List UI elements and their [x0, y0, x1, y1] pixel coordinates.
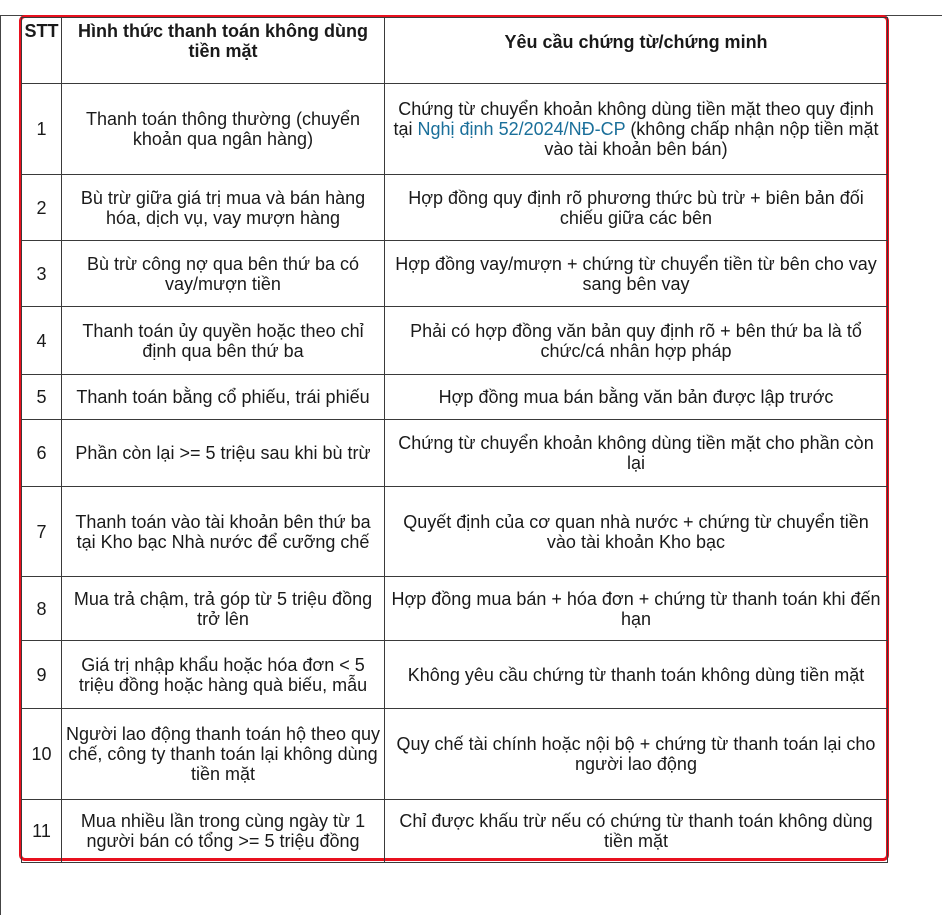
- row-stt: 8: [22, 577, 62, 641]
- row-requirement: [385, 84, 888, 175]
- table-row: [22, 175, 888, 241]
- header-requirement: Yêu cầu chứng từ/chứng minh: [385, 18, 888, 84]
- row-method: Bù trừ công nợ qua bên thứ ba có vay/mượn tiền: [62, 241, 385, 307]
- decree-link[interactable]: Nghị định 52/2024/NĐ-CP: [417, 119, 626, 139]
- row-stt: 3: [22, 241, 62, 307]
- table-row: [22, 307, 888, 375]
- requirement-text-after: (không chấp nhận nộp tiền mặt vào tài khoản bên bán): [544, 119, 879, 159]
- row-stt: 9: [22, 641, 62, 709]
- table-row: [22, 800, 888, 863]
- header-stt: STT: [22, 18, 62, 84]
- row-stt: 4: [22, 307, 62, 375]
- table-row: [22, 577, 888, 641]
- table-row: [22, 84, 888, 175]
- row-method: Mua nhiều lần trong cùng ngày từ 1 người bán có tổng >= 5 triệu đồng: [62, 800, 385, 863]
- row-stt: 2: [22, 175, 62, 241]
- row-requirement: Chỉ được khấu trừ nếu có chứng từ thanh toán không dùng tiền mặt: [385, 800, 888, 863]
- row-method: Bù trừ giữa giá trị mua và bán hàng hóa, dịch vụ, vay mượn hàng: [62, 175, 385, 241]
- row-method: Thanh toán ủy quyền hoặc theo chỉ định qua bên thứ ba: [62, 307, 385, 375]
- page-left-rule: [0, 15, 1, 915]
- header-method: Hình thức thanh toán không dùng tiền mặt: [62, 18, 385, 84]
- row-method: Thanh toán thông thường (chuyển khoản qua ngân hàng): [62, 84, 385, 175]
- table-row: [22, 487, 888, 577]
- row-stt: 7: [22, 487, 62, 577]
- row-requirement: Hợp đồng mua bán bằng văn bản được lập trước: [385, 375, 888, 420]
- row-method: Phần còn lại >= 5 triệu sau khi bù trừ: [62, 420, 385, 487]
- table-row: [22, 241, 888, 307]
- row-requirement: Chứng từ chuyển khoản không dùng tiền mặt cho phần còn lại: [385, 420, 888, 487]
- row-method: Người lao động thanh toán hộ theo quy chế, công ty thanh toán lại không dùng tiền mặt: [62, 709, 385, 800]
- row-stt: 10: [22, 709, 62, 800]
- row-method: Mua trả chậm, trả góp từ 5 triệu đồng trở lên: [62, 577, 385, 641]
- row-requirement: Hợp đồng vay/mượn + chứng từ chuyển tiền từ bên cho vay sang bên vay: [385, 241, 888, 307]
- row-requirement: Hợp đồng quy định rõ phương thức bù trừ + biên bản đối chiếu giữa các bên: [385, 175, 888, 241]
- table-header-row: [22, 18, 888, 84]
- row-method: Giá trị nhập khẩu hoặc hóa đơn < 5 triệu đồng hoặc hàng quà biếu, mẫu: [62, 641, 385, 709]
- row-method: Thanh toán bằng cổ phiếu, trái phiếu: [62, 375, 385, 420]
- row-requirement: Quy chế tài chính hoặc nội bộ + chứng từ thanh toán lại cho người lao động: [385, 709, 888, 800]
- table-row: [22, 420, 888, 487]
- table-row: [22, 709, 888, 800]
- row-stt: 11: [22, 800, 62, 863]
- payment-requirements-table: [21, 17, 888, 863]
- row-requirement: Hợp đồng mua bán + hóa đơn + chứng từ thanh toán khi đến hạn: [385, 577, 888, 641]
- row-requirement: Phải có hợp đồng văn bản quy định rõ + bên thứ ba là tổ chức/cá nhân hợp pháp: [385, 307, 888, 375]
- row-stt: 5: [22, 375, 62, 420]
- table-row: [22, 375, 888, 420]
- row-requirement: Quyết định của cơ quan nhà nước + chứng từ chuyển tiền vào tài khoản Kho bạc: [385, 487, 888, 577]
- row-requirement: Không yêu cầu chứng từ thanh toán không dùng tiền mặt: [385, 641, 888, 709]
- requirement-text-before: Chứng từ chuyển khoản không dùng tiền mặt theo quy định tại: [393, 99, 874, 139]
- table-row: [22, 641, 888, 709]
- row-method: Thanh toán vào tài khoản bên thứ ba tại Kho bạc Nhà nước để cưỡng chế: [62, 487, 385, 577]
- row-stt: 1: [22, 84, 62, 175]
- row-stt: 6: [22, 420, 62, 487]
